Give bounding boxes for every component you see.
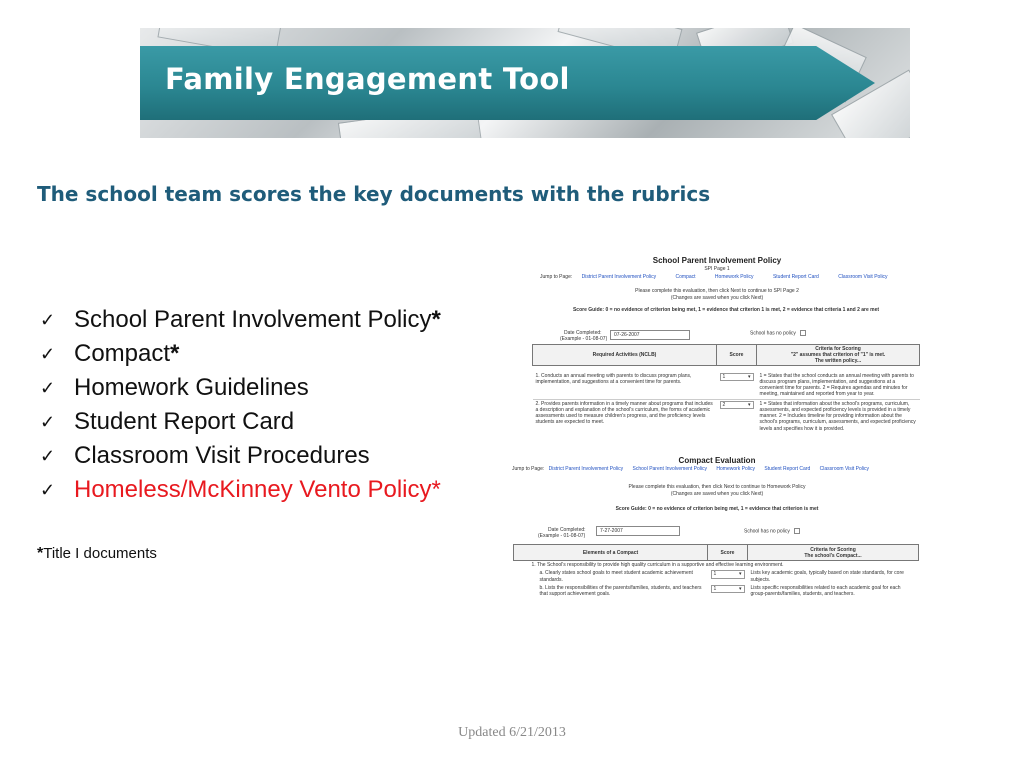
checkmark-icon: ✓ xyxy=(40,411,56,432)
checklist-item-label: Classroom Visit Procedures xyxy=(74,442,370,469)
table-row xyxy=(514,584,919,599)
spi-date-label: Date Completed: xyxy=(564,330,602,336)
criteria-cell: Lists key academic goals, typically based on state standards, for core subjects. xyxy=(750,570,904,583)
score-select[interactable]: 1 ▾ xyxy=(711,585,745,593)
col-header-elements: Elements of a Compact xyxy=(514,545,708,561)
col-header-activities: Required Activities (NCLB) xyxy=(533,345,717,366)
checklist-item xyxy=(40,371,441,405)
title-i-star: * xyxy=(431,306,441,333)
score-select[interactable]: 1 ▾ xyxy=(720,373,754,381)
checklist-item-label: Compact xyxy=(74,340,171,367)
compact-table xyxy=(513,544,919,598)
checkmark-icon: ✓ xyxy=(40,343,56,364)
jump-link[interactable]: Compact xyxy=(675,274,696,280)
table-row xyxy=(514,569,919,584)
jump-link[interactable]: School Parent Involvement Policy xyxy=(632,466,707,472)
banner xyxy=(140,28,910,138)
checkmark-icon: ✓ xyxy=(40,479,56,500)
score-select[interactable]: 2 ▾ xyxy=(720,401,754,409)
activity-cell: 1. Conducts an annual meeting with parents to discuss program plans, implementation, and suggestions at a convenient time for parents. xyxy=(535,372,692,385)
spi-no-policy-label: School has no policy xyxy=(750,330,796,337)
jump-link[interactable]: Classroom Visit Policy xyxy=(819,466,870,472)
col-header-score: Score xyxy=(717,345,757,366)
criteria-cell: Lists specific responsibilities related to each academic goal for each group-parents/families, students, and teachers. xyxy=(750,584,901,597)
spi-instructions-note: (Changes are saved when you click Next) xyxy=(670,295,764,301)
updated-date: Updated 6/21/2013 xyxy=(458,725,566,740)
section-row: 1. The School's responsibility to provide high quality curriculum in a supportive and effective learning environment. xyxy=(531,562,784,568)
form-screenshots xyxy=(512,250,922,610)
compact-score-guide: Score Guide: 0 = no evidence of criterion being met, 1 = evidence that criterion is met xyxy=(615,506,819,512)
compact-date-label: Date Completed: xyxy=(548,527,586,533)
spi-table xyxy=(532,344,920,433)
spi-jump-nav xyxy=(540,274,888,280)
jump-link[interactable]: District Parent Involvement Policy xyxy=(548,466,624,472)
spi-score-guide: Score Guide: 0 = no evidence of criterion being met, 1 = evidence that criterion 1 is met, 2 = evidence that criteria 1 and 2 are met xyxy=(572,307,880,313)
activity-cell: 2. Provides parents information in a timely manner about programs that includes a description and explanation of the school's curriculum, the forms of academic assessments used to measure children's progress, and the proficiency levels students are expected to meet. xyxy=(535,400,713,426)
slide-heading: The school team scores the key documents with the rubrics xyxy=(37,182,711,206)
footnote xyxy=(37,545,157,563)
compact-date-example: (Example - 01-08-07) xyxy=(538,533,586,539)
table-row xyxy=(533,399,920,433)
checklist-item-label: Homework Guidelines xyxy=(74,374,309,401)
criteria-cell: 1 = States that information about the school's programs, curriculum, assessments, and expected proficiency levels is provided in a timely manner. 2 = Includes timeline for providing information about the school's programs, curriculum, assessments, and expected proficiency levels and specifies how it is provided. xyxy=(759,400,916,432)
compact-instructions: Please complete this evaluation, then click Next to continue to Homework Policy xyxy=(628,484,806,490)
no-policy-checkbox[interactable] xyxy=(794,528,800,534)
compact-jump-nav xyxy=(512,466,869,472)
compact-no-policy-label: School has no policy xyxy=(744,528,790,535)
jump-link[interactable]: Student Report Card xyxy=(772,274,819,280)
jump-link[interactable]: District Parent Involvement Policy xyxy=(581,274,657,280)
col-header-criteria: Criteria for Scoring The school's Compact... xyxy=(748,545,919,561)
checklist-item xyxy=(40,303,441,337)
spi-no-policy xyxy=(750,330,806,336)
jump-label: Jump to Page: xyxy=(540,274,573,280)
checklist-item-label: School Parent Involvement Policy xyxy=(74,306,432,333)
checkmark-icon: ✓ xyxy=(40,309,56,330)
jump-link[interactable]: Homework Policy xyxy=(716,466,756,472)
checklist-item xyxy=(40,337,441,371)
jump-label: Jump to Page: xyxy=(512,466,545,472)
compact-form-title: Compact Evaluation xyxy=(678,456,756,465)
checklist-item-label: Homeless/McKinney Vento Policy* xyxy=(74,476,441,503)
compact-date-input[interactable]: 7-27-2007 xyxy=(596,526,680,536)
document-checklist xyxy=(40,303,441,507)
jump-link[interactable]: Homework Policy xyxy=(714,274,754,280)
col-header-criteria: Criteria for Scoring "2" assumes that criterion of "1" is met. The written policy... xyxy=(757,345,920,366)
jump-link[interactable]: Student Report Card xyxy=(764,466,811,472)
compact-no-policy xyxy=(744,528,800,534)
spi-form-subtitle: SPI Page 1 xyxy=(704,266,730,272)
jump-link[interactable]: Classroom Visit Policy xyxy=(838,274,888,280)
checkmark-icon: ✓ xyxy=(40,445,56,466)
spi-instructions: Please complete this evaluation, then click Next to continue to SPI Page 2 xyxy=(635,288,799,294)
spi-date-example: (Example - 01-08-07) xyxy=(560,336,608,342)
checklist-item-label: Student Report Card xyxy=(74,408,295,435)
spi-date-input[interactable]: 07-26-2007 xyxy=(610,330,690,340)
checklist-item xyxy=(40,405,441,439)
checklist-item-highlighted xyxy=(40,473,441,507)
element-cell: a. Clearly states school goals to meet student academic achievement standards. xyxy=(539,570,693,583)
no-policy-checkbox[interactable] xyxy=(800,330,806,336)
criteria-cell: 1 = States that the school conducts an annual meeting with parents to discuss program plans, implementation, and suggestions at a convenient time for parents. 2 = Requires agendas and minutes for meeting, maintained and reported from year to year. xyxy=(759,372,914,398)
spi-form-title: School Parent Involvement Policy xyxy=(652,256,782,265)
banner-title: Family Engagement Tool xyxy=(165,62,570,96)
footnote-text: Title I documents xyxy=(43,545,157,562)
checkmark-icon: ✓ xyxy=(40,377,56,398)
title-i-star: * xyxy=(170,340,180,367)
col-header-score: Score xyxy=(708,545,748,561)
table-row xyxy=(533,372,920,400)
checklist-item xyxy=(40,439,441,473)
footnote-star: * xyxy=(37,545,44,562)
compact-instructions-note: (Changes are saved when you click Next) xyxy=(670,491,764,497)
score-select[interactable]: 1 ▾ xyxy=(711,570,745,578)
element-cell: b. Lists the responsibilities of the parents/families, students, and teachers that support achievement goals. xyxy=(539,584,702,597)
